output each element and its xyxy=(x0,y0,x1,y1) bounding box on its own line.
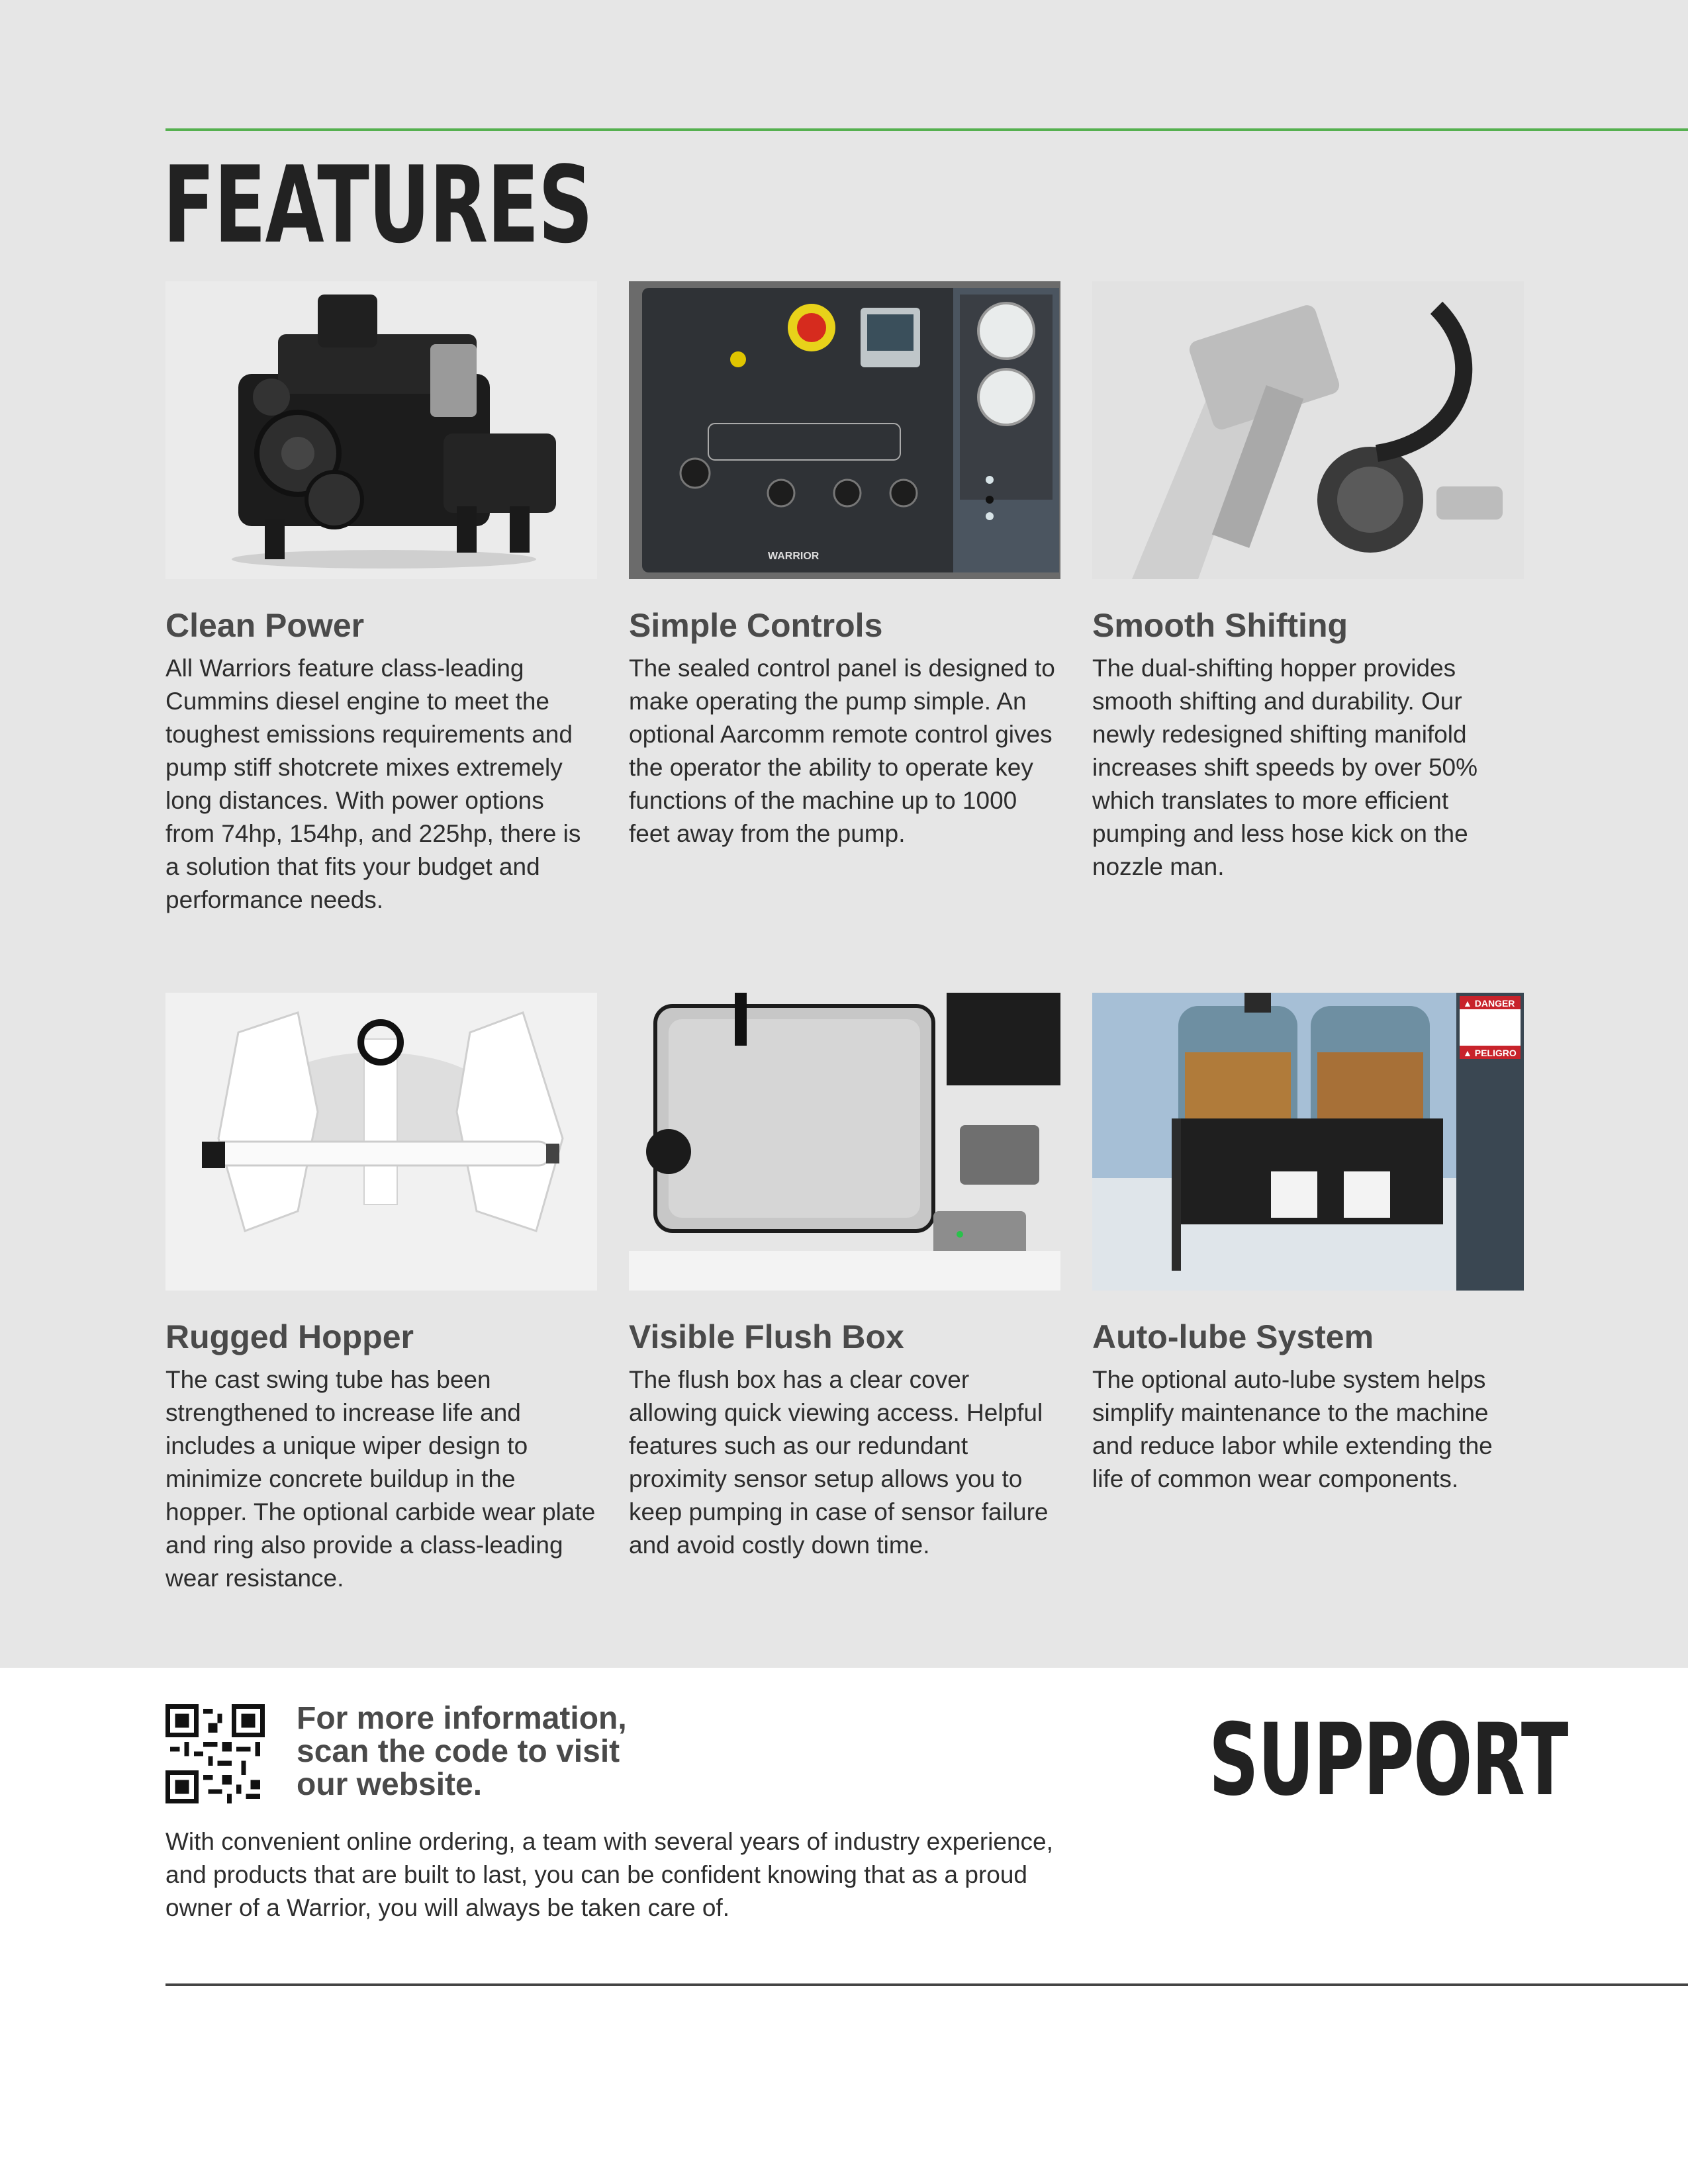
hopper-photo xyxy=(165,993,597,1291)
peligro-label: ▲ PELIGRO xyxy=(1463,1048,1517,1058)
feature-card-clean-power xyxy=(165,281,597,917)
feature-title: Simple Controls xyxy=(629,607,883,644)
feature-title: Visible Flush Box xyxy=(629,1318,904,1355)
shifting-hopper-photo xyxy=(1092,281,1524,579)
accent-rule xyxy=(165,128,1688,131)
feature-card-simple-controls xyxy=(629,281,1060,850)
control-panel-photo xyxy=(629,281,1060,579)
feature-title: Clean Power xyxy=(165,607,365,644)
feature-card-visible-flush-box xyxy=(629,993,1060,1562)
auto-lube-photo xyxy=(1092,993,1524,1291)
feature-title: Rugged Hopper xyxy=(165,1318,414,1355)
feature-card-smooth-shifting xyxy=(1092,281,1524,884)
feature-card-auto-lube-system xyxy=(1092,993,1524,1496)
flush-box-photo xyxy=(629,993,1060,1291)
feature-description: The optional auto-lube system helps simplify maintenance to the machine and reduce labor while extending the life of common wear components. xyxy=(1092,1366,1493,1492)
feature-card-rugged-hopper xyxy=(165,993,597,1595)
page-title: FEATURES xyxy=(163,143,592,267)
bottom-rule xyxy=(165,1983,1688,1986)
qr-code[interactable] xyxy=(165,1704,265,1803)
engine-photo xyxy=(165,281,597,579)
feature-description: All Warriors feature class-leading Cummins diesel engine to meet the toughest emissions requirements and pump stiff shotcrete mixes extremely long distances. With power options from 74hp, 154hp, and 225hp, there is a solution that fits your budget and performance needs. xyxy=(165,655,581,913)
support-description: With convenient online ordering, a team with several years of industry experience, and products that are built to last, you can be confident knowing that as a proud owner of a Warrior, you will always be taken care of. xyxy=(165,1828,1053,1921)
feature-description: The dual-shifting hopper provides smooth shifting and durability. Our newly redesigned shifting manifold increases shift speeds by over 50% which translates to more efficient pumping and less hose kick on the nozzle man. xyxy=(1092,655,1478,880)
panel-brand-label: WARRIOR xyxy=(768,551,820,562)
feature-title: Auto-lube System xyxy=(1092,1318,1374,1355)
support-title: SUPPORT xyxy=(1209,1703,1568,1818)
feature-description: The flush box has a clear cover allowing quick viewing access. Helpful features such as our redundant proximity sensor setup allows you to keep pumping in case of sensor failure and avoid costly down time. xyxy=(629,1366,1049,1559)
qr-caption: For more information, scan the code to visit our website. xyxy=(297,1701,627,1802)
feature-description: The cast swing tube has been strengthened to increase life and includes a unique wiper design to minimize concrete buildup in the hopper. The optional carbide wear plate and ring also provide a class-leading wear resistance. xyxy=(165,1366,596,1592)
feature-title: Smooth Shifting xyxy=(1092,607,1348,644)
danger-label: ▲ DANGER xyxy=(1463,998,1515,1009)
feature-description: The sealed control panel is designed to make operating the pump simple. An optional Aarcomm remote control gives the operator the ability to operate key functions of the machine up to 1000 feet away from the pump. xyxy=(629,655,1055,847)
